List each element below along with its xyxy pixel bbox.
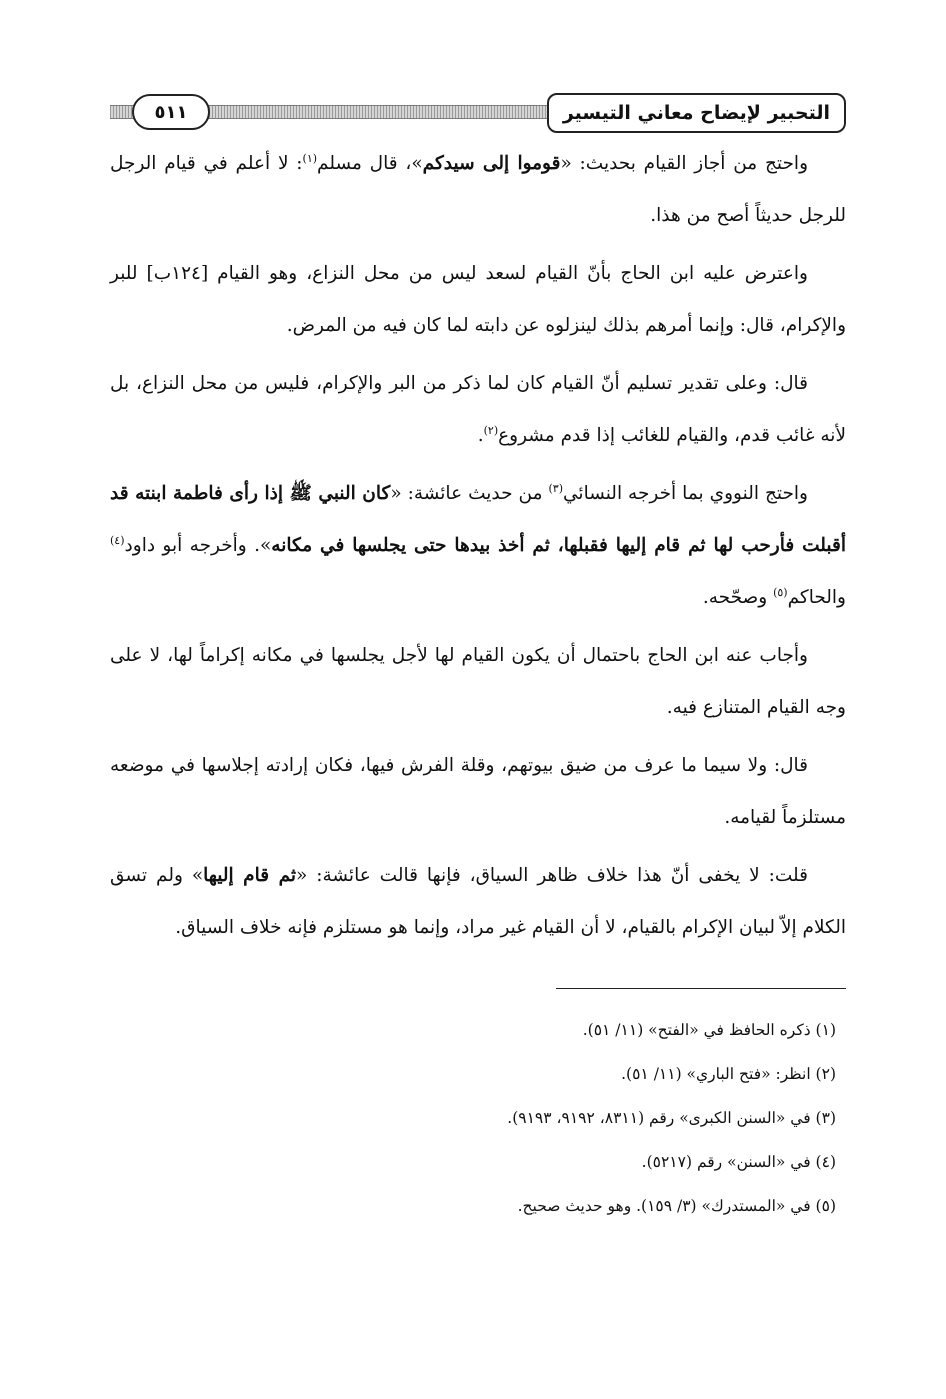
paragraph bbox=[110, 740, 846, 844]
paragraph bbox=[110, 630, 846, 734]
text-run: ». وأخرجه أبو داود bbox=[124, 535, 272, 556]
paragraph bbox=[110, 358, 846, 462]
footnotes bbox=[116, 1008, 836, 1228]
text-run: . bbox=[477, 425, 484, 446]
paragraph bbox=[110, 850, 846, 954]
paragraph bbox=[110, 468, 846, 624]
text-run: قال: وعلى تقدير تسليم أنّ القيام كان لما ذكر من البر والإكرام، فليس من محل النزاع، بل لأنه غائب قدم، والقيام للغائب إذا قدم مشروع bbox=[110, 373, 846, 446]
footnote-ref: (٢) bbox=[483, 423, 499, 437]
text-run: وصحّحه. bbox=[702, 587, 774, 608]
page-number: ٥١١ bbox=[132, 94, 210, 130]
text-run: واحتج النووي بما أخرجه النسائي bbox=[563, 483, 808, 504]
book-page bbox=[110, 90, 846, 1290]
footnote-separator bbox=[556, 988, 846, 989]
text-run: واعترض عليه ابن الحاج بأنّ القيام لسعد ليس من محل النزاع، وهو القيام [١٢٤ب] للبر والإكرام، قال: وإنما أمرهم بذلك لينزلوه عن دابته لما كان فيه من المرض. bbox=[110, 263, 846, 336]
hadith-quote: كان النبي ﷺ إذا رأى فاطمة ابنته قد أقبلت فأرحب لها ثم قام إليها فقبلها، ثم أخذ بيدها حتى يجلسها في مكانه bbox=[110, 483, 846, 556]
footnote-item: (٥) في «المستدرك» (٣/ ١٥٩). وهو حديث صحيح. bbox=[517, 1197, 836, 1215]
footnote-item: (٢) انظر: «فتح الباري» (١١/ ٥١). bbox=[621, 1065, 836, 1083]
footnote-ref: (١) bbox=[302, 151, 318, 165]
text-run: »، قال مسلم bbox=[317, 153, 423, 174]
footnote-ref: (٣) bbox=[548, 481, 564, 495]
footnote-item: (٤) في «السنن» رقم (٥٢١٧). bbox=[641, 1153, 836, 1171]
footnote-item: (٣) في «السنن الكبرى» رقم (٨٣١١، ٩١٩٢، ٩١٩٣). bbox=[507, 1109, 836, 1127]
book-title: التحبير لإيضاح معاني التيسير bbox=[547, 93, 846, 133]
text-run: وأجاب عنه ابن الحاج باحتمال أن يكون القيام لها لأجل يجلسها في مكانه إكراماً لها، لا على وجه القيام المتنازع فيه. bbox=[110, 645, 846, 718]
footnote-ref: (٥) bbox=[773, 585, 788, 599]
hadith-quote: قوموا إلى سيدكم bbox=[422, 153, 561, 174]
text-run: من حديث عائشة: « bbox=[390, 483, 549, 504]
text-run: » ولم تسق الكلام إلاّ لبيان الإكرام بالقيام، لا أن القيام غير مراد، وإنما هو مستلزم فإنه خلاف السياق. bbox=[110, 865, 846, 938]
text-run: واحتج من أجاز القيام بحديث: « bbox=[560, 153, 808, 174]
running-header bbox=[110, 90, 846, 136]
text-run: قال: ولا سيما ما عرف من ضيق بيوتهم، وقلة الفرش فيها، فكان إرادته إجلاسها في موضعه مستلزماً لقيامه. bbox=[110, 755, 846, 828]
footnote-ref: (٤) bbox=[110, 533, 125, 547]
footnote-item: (١) ذكره الحافظ في «الفتح» (١١/ ٥١). bbox=[582, 1021, 836, 1039]
main-text bbox=[110, 138, 846, 960]
text-run: قلت: لا يخفى أنّ هذا خلاف ظاهر السياق، فإنها قالت عائشة: « bbox=[296, 865, 808, 886]
paragraph bbox=[110, 138, 846, 242]
text-run: : لا أعلم في قيام الرجل للرجل حديثاً أصح من هذا. bbox=[110, 153, 846, 226]
text-run: والحاكم bbox=[787, 587, 846, 608]
paragraph bbox=[110, 248, 846, 352]
hadith-quote: ثم قام إليها bbox=[203, 865, 297, 886]
